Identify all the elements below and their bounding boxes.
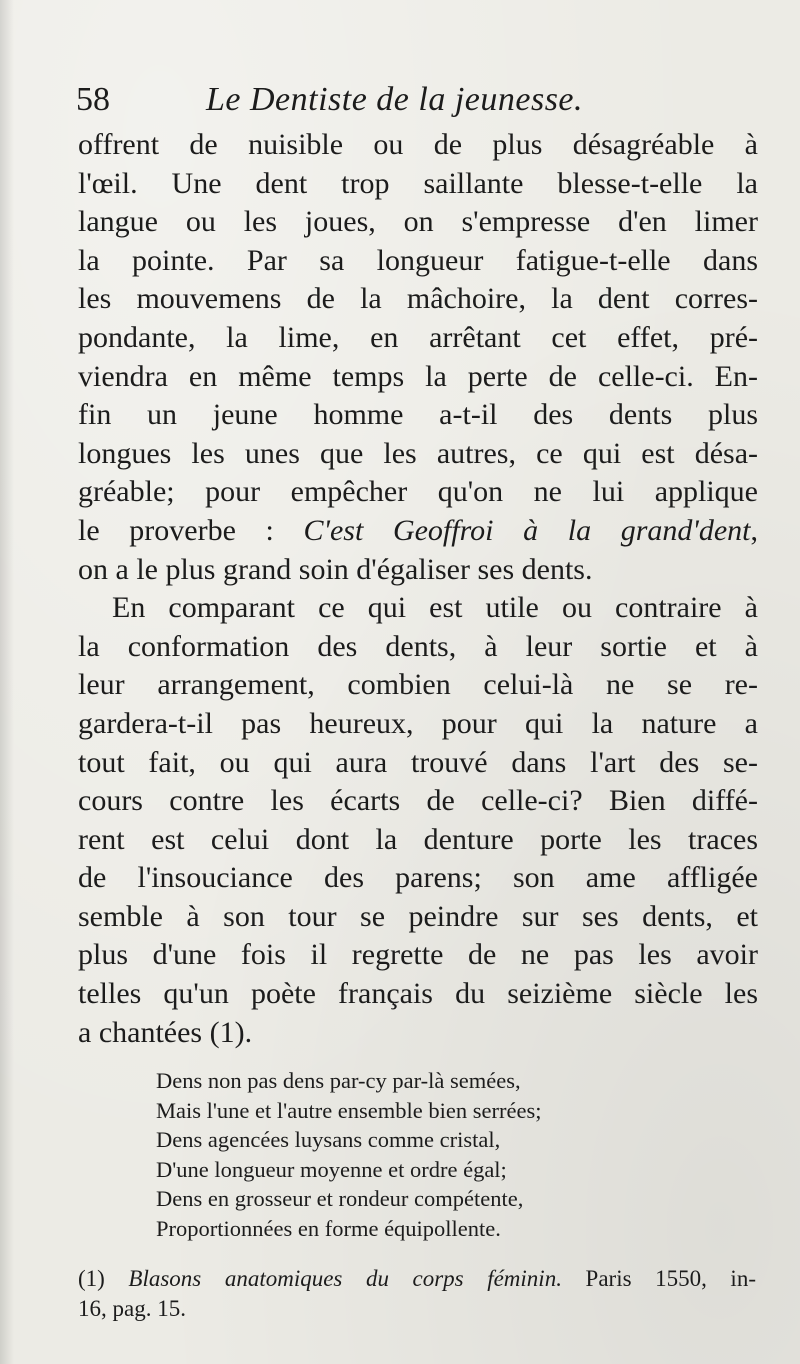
text-line: langue ou les joues, on s'empresse d'en limer bbox=[78, 205, 758, 239]
text-line: tout fait, ou qui aura trouvé dans l'art des se- bbox=[78, 745, 758, 779]
running-head bbox=[76, 78, 756, 122]
verse-line: Dens agencées luysans comme cristal, bbox=[156, 1127, 501, 1152]
body-text bbox=[78, 126, 758, 1052]
text-line: gardera-t-il pas heureux, pour qui la nature a bbox=[78, 706, 758, 740]
verse-line: D'une longueur moyenne et ordre égal; bbox=[156, 1156, 507, 1182]
text-line: la conformation des dents, à leur sortie et à bbox=[78, 629, 758, 663]
running-title: Le Dentiste de la jeunesse. bbox=[206, 81, 584, 118]
text-line: En comparant ce qui est utile ou contraire à bbox=[112, 591, 758, 625]
verse-line: Mais l'une et l'autre ensemble bien serrées; bbox=[156, 1097, 542, 1123]
text-line: l'œil. Une dent trop saillante blesse-t-elle la bbox=[78, 166, 758, 200]
text-line: rent est celui dont la denture porte les traces bbox=[78, 822, 758, 856]
text-line: semble à son tour se peindre sur ses dents, et bbox=[78, 899, 758, 933]
text-line: fin un jeune homme a-t-il des dents plus bbox=[78, 398, 758, 432]
text-line: gréable; pour empêcher qu'on ne lui applique bbox=[78, 475, 758, 509]
text-line: viendra en même temps la perte de celle-ci. En- bbox=[78, 359, 758, 393]
footnote-marker: (1) bbox=[78, 1266, 129, 1291]
verse-line: Dens non pas dens par-cy par-là semées, bbox=[156, 1068, 521, 1093]
text-line: la pointe. Par sa longueur fatigue-t-elle dans bbox=[78, 243, 758, 277]
page-number: 58 bbox=[76, 81, 110, 118]
text-line: pondante, la lime, en arrêtant cet effet, pré- bbox=[78, 320, 758, 354]
footnote-title: Blasons anatomiques du corps féminin. bbox=[128, 1266, 562, 1291]
proverb-line bbox=[78, 512, 758, 551]
proverb-intro: le proverbe : bbox=[78, 513, 304, 547]
footnote-imprint: Paris 1550, in- bbox=[561, 1266, 756, 1291]
text-line: a chantées (1). bbox=[78, 1015, 253, 1049]
text-line: leur arrangement, combien celui-là ne se re- bbox=[78, 668, 758, 702]
verse-quotation bbox=[156, 1066, 596, 1243]
text-line: les mouvemens de la mâchoire, la dent corres- bbox=[78, 282, 758, 316]
verse-line: Dens en grosseur et rondeur compétente, bbox=[156, 1186, 524, 1211]
text-line: offrent de nuisible ou de plus désagréable à bbox=[78, 128, 758, 161]
text-line: cours contre les écarts de celle-ci? Bien diffé- bbox=[78, 784, 758, 818]
footnote-line bbox=[78, 1264, 756, 1294]
verse-line: Proportionnées en forme équipollente. bbox=[156, 1215, 501, 1241]
footnote-line: 16, pag. 15. bbox=[78, 1296, 186, 1321]
text-line: telles qu'un poète français du seizième siècle les bbox=[78, 977, 758, 1011]
text-line: plus d'une fois il regrette de ne pas les avoir bbox=[78, 938, 758, 972]
proverb-quote: C'est Geoffroi à la grand'dent bbox=[303, 513, 751, 547]
footnote bbox=[78, 1264, 756, 1324]
text-line: longues les unes que les autres, ce qui est désa- bbox=[78, 436, 758, 470]
paragraph-end-line: on a le plus grand soin d'égaliser ses dents. bbox=[78, 552, 593, 586]
text-line: de l'insouciance des parens; son ame affligée bbox=[78, 861, 758, 895]
page-gutter-shadow bbox=[0, 0, 14, 1364]
proverb-comma: , bbox=[750, 513, 759, 547]
